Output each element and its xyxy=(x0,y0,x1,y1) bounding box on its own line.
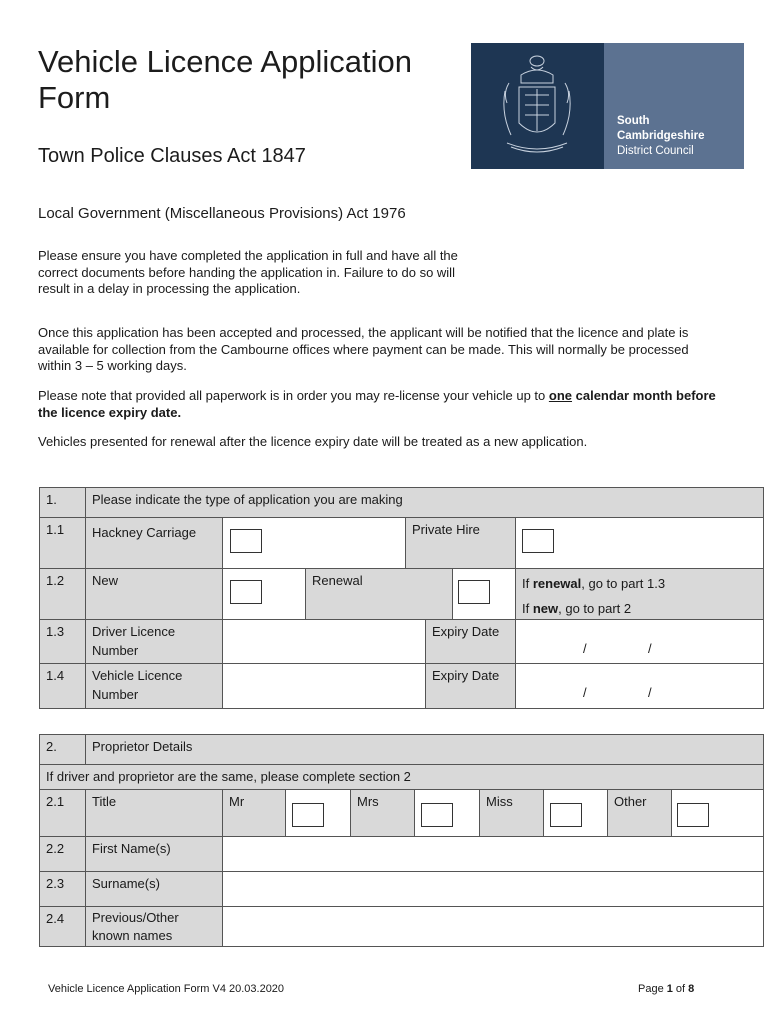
page-of: of xyxy=(672,983,689,995)
r21-label: Title xyxy=(85,789,223,837)
first-names-field[interactable] xyxy=(222,836,764,872)
previous-names-field[interactable] xyxy=(222,906,764,947)
r11-label: Hackney Carriage xyxy=(85,517,223,569)
council-name-line2: Cambridgeshire xyxy=(617,130,705,142)
r11-private-label: Private Hire xyxy=(405,517,516,569)
r12-note-a2: renewal xyxy=(532,576,582,591)
title-mrs-label: Mrs xyxy=(350,789,415,837)
r12-renewal-cell xyxy=(452,568,516,620)
r12-renewal-label: Renewal xyxy=(305,568,453,620)
s1-num: 1. xyxy=(39,487,86,518)
r13-expiry-label: Expiry Date xyxy=(425,619,516,664)
hackney-carriage-checkbox[interactable] xyxy=(230,529,262,553)
r12-note-renewal xyxy=(522,571,757,596)
r21-num: 2.1 xyxy=(39,789,86,837)
r23-num: 2.3 xyxy=(39,871,86,907)
r13-label: Driver Licence Number xyxy=(85,619,223,664)
r12-note-a3: , go to part 1.3 xyxy=(581,576,666,591)
r11-hackney-cell xyxy=(222,517,406,569)
s2-heading: Proprietor Details xyxy=(85,734,764,765)
subtitle: Town Police Clauses Act 1847 xyxy=(38,145,306,167)
title-miss-checkbox[interactable] xyxy=(550,803,582,827)
s1-heading: Please indicate the type of application you are making xyxy=(85,487,764,518)
title-mr-label: Mr xyxy=(222,789,286,837)
r12-num: 1.2 xyxy=(39,568,86,620)
page-num: 1 xyxy=(666,983,673,995)
intro-paragraph-3 xyxy=(38,388,718,421)
r12-note-b1: If xyxy=(522,601,533,616)
title-mr-cell xyxy=(285,789,351,837)
act-heading: Local Government (Miscellaneous Provisions) Act 1976 xyxy=(38,205,406,222)
r13-num: 1.3 xyxy=(39,619,86,664)
s2-note: If driver and proprietor are the same, please complete section 2 xyxy=(39,764,764,790)
council-name-line3: District Council xyxy=(617,145,694,157)
intro-paragraph-4: Vehicles presented for renewal after the licence expiry date will be treated as a new application. xyxy=(38,434,588,449)
council-name xyxy=(617,114,705,159)
r14-label: Vehicle Licence Number xyxy=(85,663,223,709)
r11-private-cell xyxy=(515,517,764,569)
r12-note-new xyxy=(522,596,757,621)
r22-label: First Name(s) xyxy=(85,836,223,872)
renewal-checkbox[interactable] xyxy=(458,580,490,604)
r24-label: Previous/Other known names xyxy=(85,906,223,947)
title-mrs-cell xyxy=(414,789,480,837)
r12-new-cell xyxy=(222,568,306,620)
r11-num: 1.1 xyxy=(39,517,86,569)
date-slash: / xyxy=(583,685,587,700)
driver-licence-expiry-field[interactable] xyxy=(515,619,764,664)
private-hire-checkbox[interactable] xyxy=(522,529,554,553)
driver-licence-number-field[interactable] xyxy=(222,619,426,664)
council-name-line1: South xyxy=(617,115,650,127)
title-other-cell xyxy=(671,789,764,837)
footer-page-number xyxy=(638,983,694,995)
page-prefix: Page xyxy=(638,983,667,995)
s2-num: 2. xyxy=(39,734,86,765)
title-other-checkbox[interactable] xyxy=(677,803,709,827)
r14-num: 1.4 xyxy=(39,663,86,709)
date-slash: / xyxy=(648,641,652,656)
title-mr-checkbox[interactable] xyxy=(292,803,324,827)
r23-label: Surname(s) xyxy=(85,871,223,907)
p3-emph-bold: calendar month before the licence expiry date. xyxy=(38,388,716,420)
r12-new-label: New xyxy=(85,568,223,620)
r22-num: 2.2 xyxy=(39,836,86,872)
title-other-label: Other xyxy=(607,789,672,837)
date-slash: / xyxy=(648,685,652,700)
r12-note-a1: If xyxy=(522,576,533,591)
council-logo-crest xyxy=(471,43,604,169)
title-miss-cell xyxy=(543,789,608,837)
r24-num: 2.4 xyxy=(39,906,86,947)
r14-expiry-label: Expiry Date xyxy=(425,663,516,709)
title-mrs-checkbox[interactable] xyxy=(421,803,453,827)
council-crest-icon xyxy=(471,43,604,169)
intro-paragraph-1: Please ensure you have completed the application in full and have all the correct documents before handing the application in. Failure to do so will result in a delay in processing the application. xyxy=(38,248,458,296)
footer-version: Vehicle Licence Application Form V4 20.03.2020 xyxy=(48,983,285,995)
new-checkbox[interactable] xyxy=(230,580,262,604)
page-title: Vehicle Licence Application Form xyxy=(38,44,412,115)
vehicle-licence-number-field[interactable] xyxy=(222,663,426,709)
vehicle-licence-expiry-field[interactable] xyxy=(515,663,764,709)
p3-prefix: Please note that provided all paperwork is in order you may re-license your vehicle up to xyxy=(38,388,549,403)
title-miss-label: Miss xyxy=(479,789,544,837)
r12-note-b3: , go to part 2 xyxy=(558,601,632,616)
p3-emph-underline: one xyxy=(548,388,573,403)
date-slash: / xyxy=(583,641,587,656)
intro-paragraph-2: Once this application has been accepted and processed, the applicant will be notified that the licence and plate is available for collection from the Cambourne offices where payment can be made. This will normally be processed within 3 – 5 working days. xyxy=(38,325,689,373)
surname-field[interactable] xyxy=(222,871,764,907)
page-total: 8 xyxy=(688,983,695,995)
r12-note-b2: new xyxy=(532,601,559,616)
r12-note xyxy=(515,568,764,620)
